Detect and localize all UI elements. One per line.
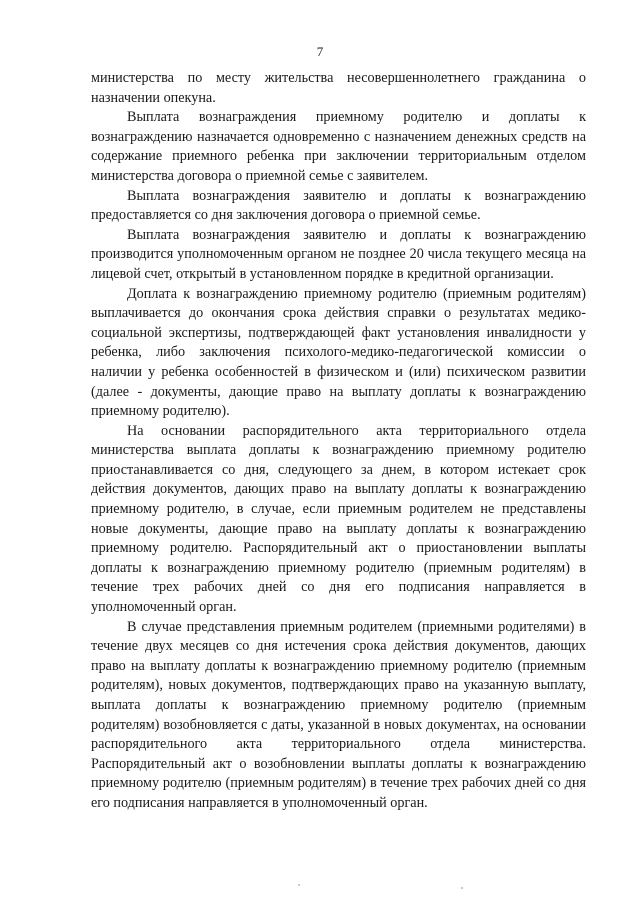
document-body	[91, 69, 586, 814]
scan-speck	[298, 884, 300, 886]
paragraph-payment-assignment: Выплата вознаграждения приемному родителю и доплаты к вознаграждению назначается одновременно с назначением денежных средств на содержание приемного ребенка при заключении территориальным отделом министерства договора о приемной семье с заявителем.	[91, 109, 586, 184]
page-number: 7	[316, 44, 324, 59]
paragraph-payment-start: Выплата вознаграждения заявителю и доплаты к вознаграждению предоставляется со дня заключения договора о приемной семье.	[91, 187, 586, 224]
paragraph-payment-deadline: Выплата вознаграждения заявителю и доплаты к вознаграждению производится уполномоченным органом не позднее 20 числа текущего месяца на лицевой счет, открытый в установленном порядке в кредитной организации.	[91, 226, 586, 282]
scan-speck	[461, 887, 463, 889]
paragraph-resumption: В случае представления приемным родителем (приемными родителями) в течение двух месяцев со дня истечения срока действия документов, дающих право на выплату доплаты к вознаграждению приемному родителю (приемным родителям), новых документов, подтверждающих право на указанную выплату, выплата доплаты к вознаграждению приемному родителю (приемным родителям) возобновляется с даты, указанной в новых документах, на основании распорядительного акта территориального отдела министерства. Распорядительный акт о возобновлении выплаты доплаты к вознаграждению приемному родителю (приемным родителям) в течение трех рабочих дней со дня его подписания направляется в уполномоченный орган.	[91, 618, 586, 811]
paragraph-suspension: На основании распорядительного акта территориального отдела министерства выплата доплаты к вознаграждению приемному родителю приостанавливается со дня, следующего за днем, в котором истекает срок действия документов, дающих право на выплату доплаты к вознаграждению приемному родителю, в случае, если приемным родителем не представлены новые документы, дающие право на выплату доплаты к вознаграждению приемному родителю. Распорядительный акт о приостановлении выплаты доплаты к вознаграждению приемному родителю (приемным родителям) в течение трех рабочих дней со дня его подписания направляется в уполномоченный орган.	[91, 422, 586, 616]
paragraph-surcharge-duration: Доплата к вознаграждению приемному родителю (приемным родителям) выплачивается до окончания срока действия справки о результатах медико-социальной экспертизы, подтверждающей факт установления инвалидности у ребенка, либо заключения психолого-медико-педагогической комиссии о наличии у ребенка особенностей в физическом и (или) психическом развитии (далее - документы, дающие право на выплату доплаты к вознаграждению приемному родителю).	[91, 285, 586, 420]
paragraph-continuation: министерства по месту жительства несовершеннолетнего гражданина о назначении опекуна.	[91, 70, 586, 106]
